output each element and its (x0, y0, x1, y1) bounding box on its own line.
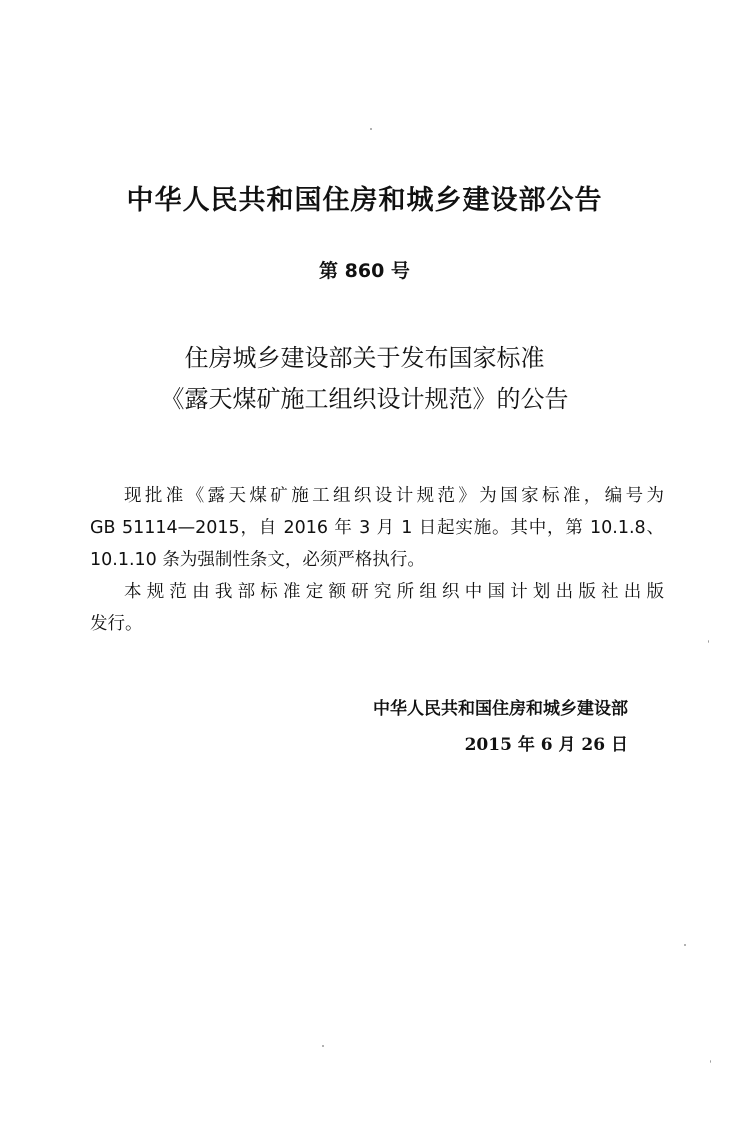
scan-speck (370, 128, 372, 130)
announcement-number: 第 860 号 (319, 260, 410, 282)
scan-speck (708, 640, 709, 643)
paragraph-2-line-1: 本规范由我部标准定额研究所组织中国计划出版社出版 (124, 582, 664, 602)
paragraph-2-line-2: 发行。 (90, 614, 143, 634)
announcement-heading: 中华人民共和国住房和城乡建设部公告 (126, 185, 603, 216)
paragraph-1-line-2: GB 51114—2015，自 2016 年 3 月 1 日起实施。其中，第 10.1.8、 (90, 518, 664, 538)
scan-speck (684, 944, 686, 946)
paragraph-1-line-1: 现批准《露天煤矿施工组织设计规范》为国家标准，编号为 (124, 486, 664, 506)
scan-speck (710, 1060, 711, 1063)
subtitle-line-2: 《露天煤矿施工组织设计规范》的公告 (160, 385, 569, 413)
scan-speck (322, 1045, 324, 1047)
subtitle-line-1: 住房城乡建设部关于发布国家标准 (184, 344, 545, 372)
signature-date: 2015 年 6 月 26 日 (464, 735, 628, 755)
paragraph-1-line-3: 10.1.10 条为强制性条文，必须严格执行。 (90, 550, 425, 570)
signature-organization: 中华人民共和国住房和城乡建设部 (373, 699, 628, 719)
